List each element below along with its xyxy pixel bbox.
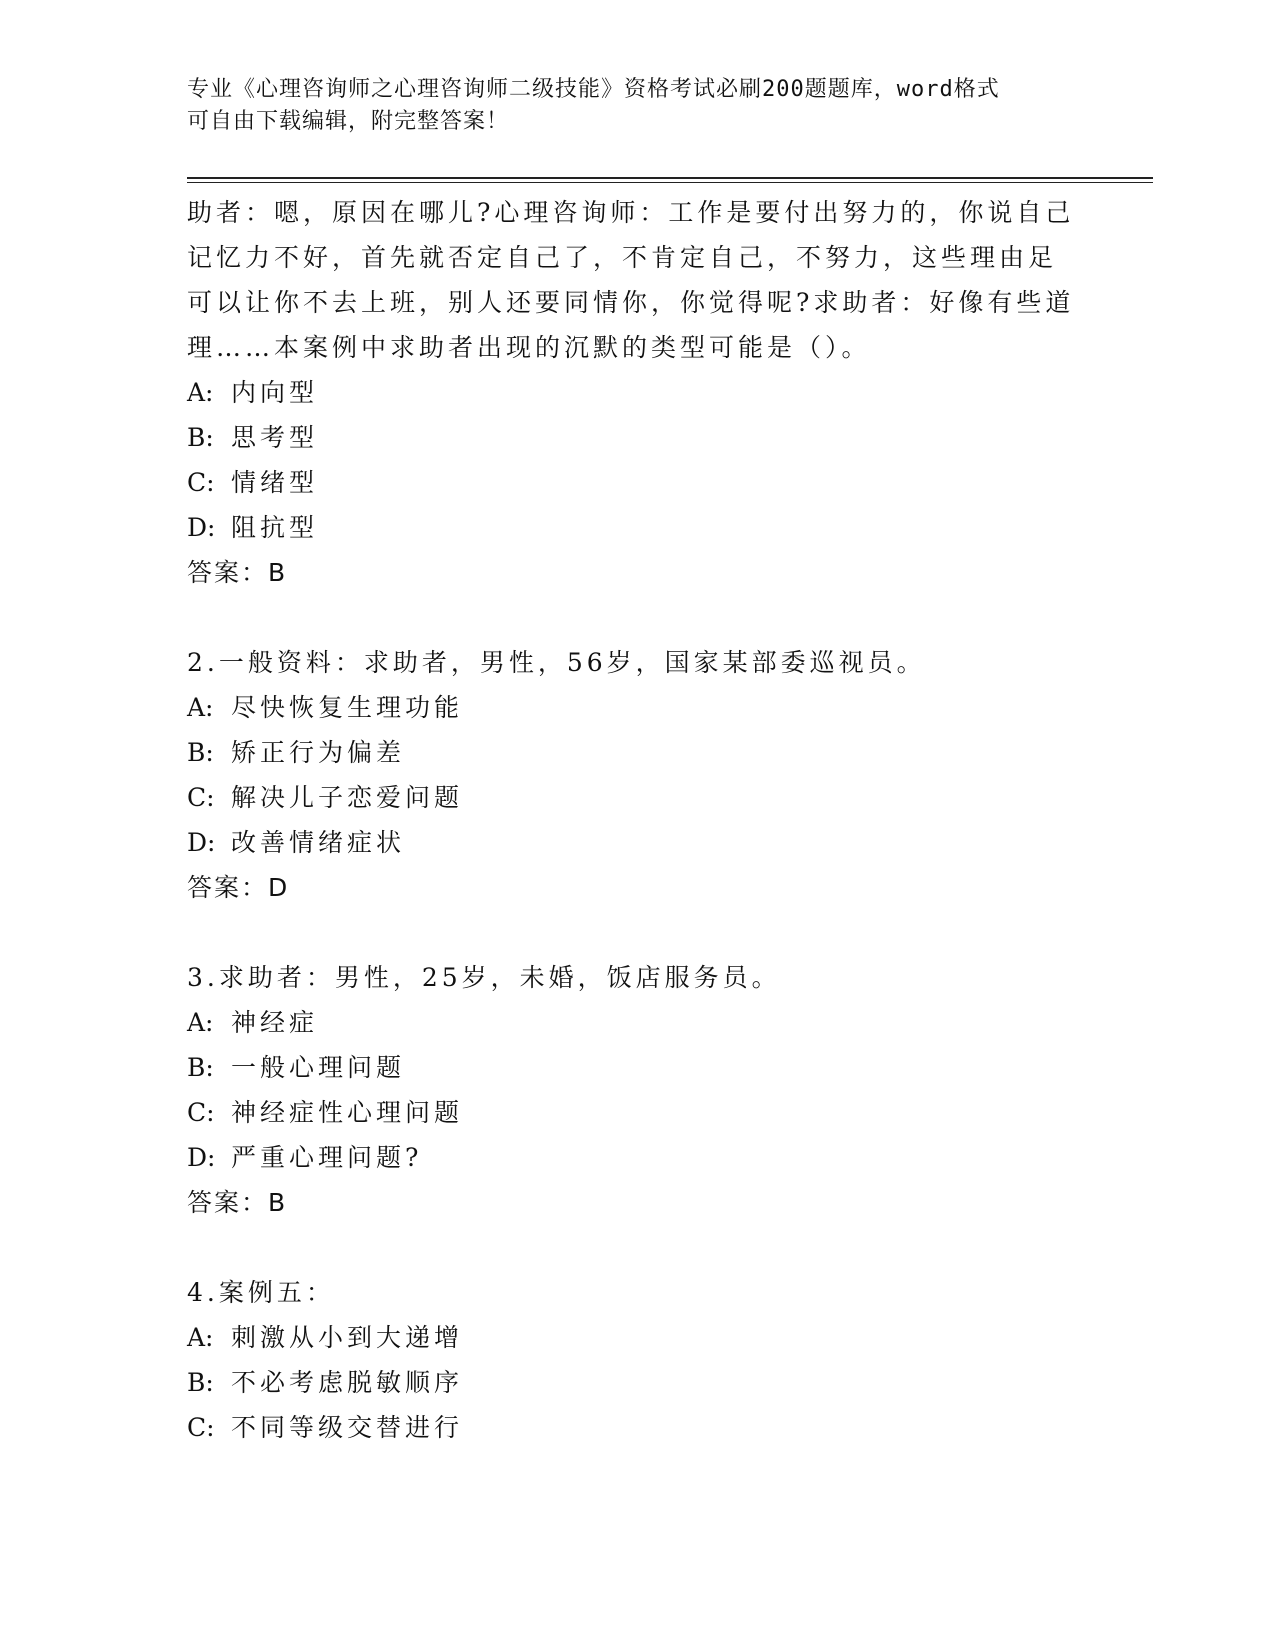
option-a [187,685,1087,730]
option-letter: C: [187,468,215,497]
option-letter: B: [187,738,214,767]
option-letter: B: [187,1053,214,1082]
question-stem: 2.一般资料：求助者，男性，56岁，国家某部委巡视员。 [187,648,926,677]
question-content [187,190,1087,1450]
option-text: 一般心理问题 [231,1053,406,1082]
option-c [187,460,1087,505]
stem-line: 可以让你不去上班，别人还要同情你，你觉得呢?求助者：好像有些道 [187,288,1075,317]
option-c [187,1405,1087,1450]
option-text: 内向型 [231,378,319,407]
question-stem-continued [187,190,1087,370]
answer-line: 答案：D [187,873,290,902]
option-text: 阻抗型 [231,513,319,542]
option-letter: B: [187,1368,214,1397]
header-divider-thin [187,182,1153,183]
option-text: 刺激从小到大递增 [231,1323,464,1352]
option-d [187,820,1087,865]
stem-line: 理……本案例中求助者出现的沉默的类型可能是（）。 [187,333,871,362]
option-d [187,1135,1087,1180]
option-letter: A: [187,378,214,407]
option-letter: C: [187,1413,215,1442]
option-letter: C: [187,783,215,812]
question-3 [187,955,1087,1000]
option-b [187,1360,1087,1405]
stem-line: 助者：嗯，原因在哪儿?心理咨询师：工作是要付出努力的，你说自己 [187,198,1075,227]
option-text: 矫正行为偏差 [231,738,406,767]
option-text: 情绪型 [231,468,319,497]
option-a [187,1000,1087,1045]
option-text: 尽快恢复生理功能 [231,693,464,722]
option-letter: A: [187,1008,214,1037]
spacer [187,910,1087,955]
option-text: 改善情绪症状 [231,828,406,857]
option-b [187,1045,1087,1090]
answer-line: 答案：B [187,558,288,587]
option-letter: C: [187,1098,215,1127]
option-letter: D: [187,828,216,857]
option-letter: D: [187,513,216,542]
question-stem: 3.求助者：男性，25岁，未婚，饭店服务员。 [187,963,781,992]
option-letter: D: [187,1143,216,1172]
option-letter: A: [187,1323,214,1352]
question-2 [187,640,1087,685]
option-a [187,370,1087,415]
option-b [187,730,1087,775]
option-text: 解决儿子恋爱问题 [231,783,464,812]
option-a [187,1315,1087,1360]
option-letter: A: [187,693,214,722]
option-c [187,775,1087,820]
option-letter: B: [187,423,214,452]
header-line-2: 可自由下载编辑，附完整答案！ [187,109,510,134]
answer-line: 答案：B [187,1188,288,1217]
option-b [187,415,1087,460]
header-divider [187,177,1153,179]
option-text: 神经症 [231,1008,319,1037]
question-4 [187,1270,1087,1315]
option-text: 不同等级交替进行 [231,1413,464,1442]
option-c [187,1090,1087,1135]
option-d [187,505,1087,550]
option-text: 严重心理问题? [231,1143,423,1172]
question-stem: 4.案例五： [187,1278,335,1307]
page-header [187,74,1067,138]
spacer [187,1225,1087,1270]
header-line-1: 专业《心理咨询师之心理咨询师二级技能》资格考试必刷200题题库，word格式 [187,77,1000,102]
option-text: 神经症性心理问题 [231,1098,464,1127]
stem-line: 记忆力不好，首先就否定自己了，不肯定自己，不努力，这些理由足 [187,243,1058,272]
option-text: 不必考虑脱敏顺序 [231,1368,464,1397]
option-text: 思考型 [231,423,319,452]
spacer [187,595,1087,640]
